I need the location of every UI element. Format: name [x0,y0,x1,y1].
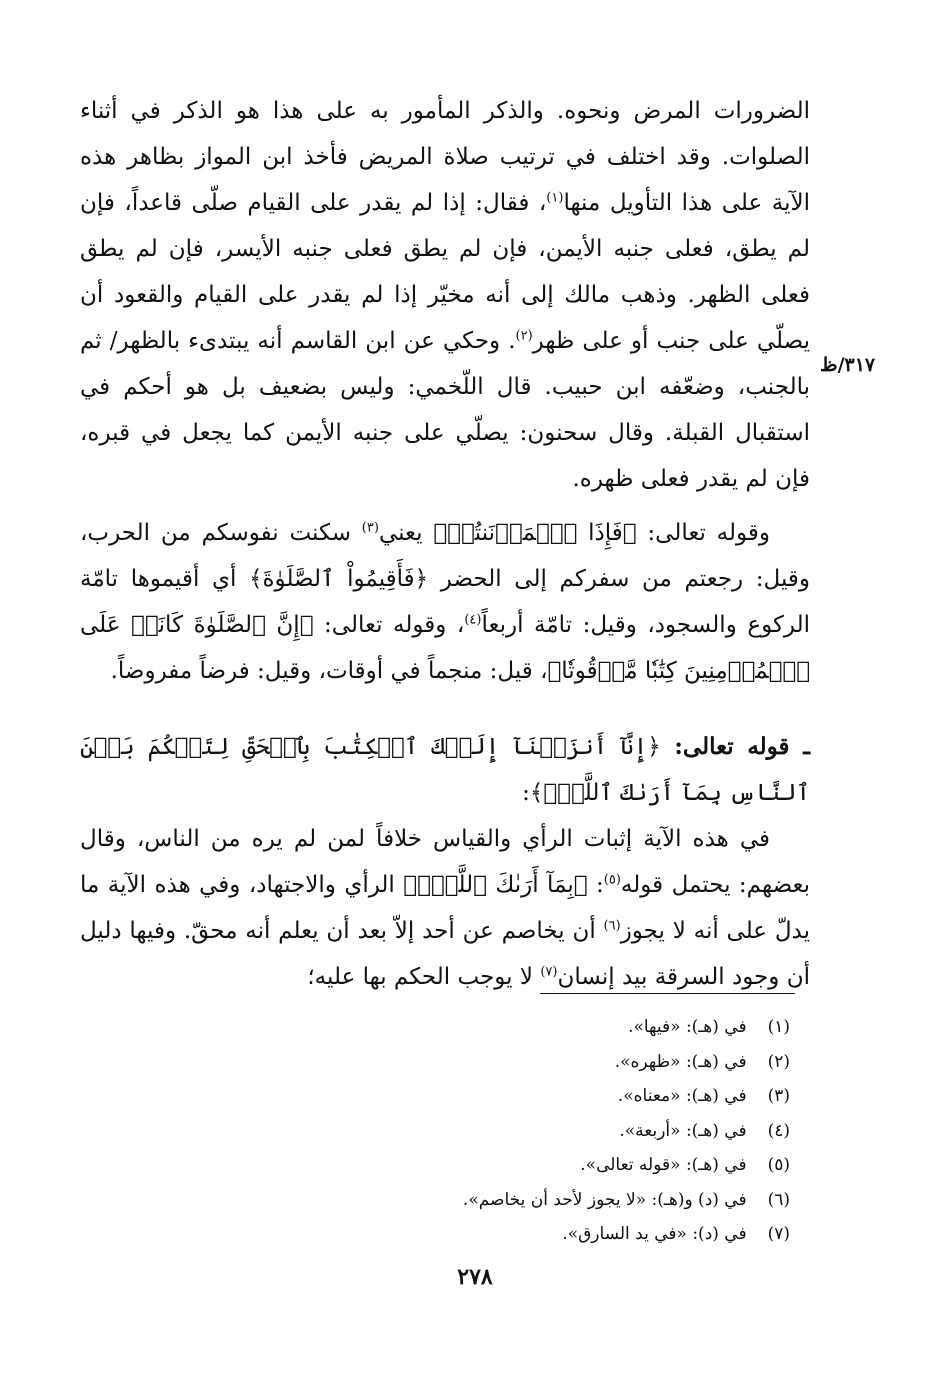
footnote-ref[interactable]: (١) [546,190,564,206]
quran-quote: ﴿إِنَّ ٱلصَّلَوٰةَ كَانَتۡ عَلَى ٱلۡمُؤۡمِنِينَ كِتَٰبٗا مَّوۡقُوتٗا﴾ [80,612,810,684]
footnotes-list [190,1010,790,1252]
footnote-text: في (هـ): «فيها». [628,1017,747,1037]
footnote-text: في (هـ): «قوله تعالى». [580,1155,747,1175]
paragraph-text: . وحكي عن ابن القاسم أنه يبتدىء بالظهر/ ثم بالجنب، وضعّفه ابن حبيب. قال اللّخمي: وليس بضعيف بل هو أحكم في استقبال القبلة. وقال سحنون: يصلّي على جنبه الأيمن كما يجعل في قبره، فإن لم يقدر فعلى ظهره. [80,328,810,492]
footnote-number: (٢) [767,1051,790,1072]
paragraph-text: الرأي والاجتهاد، وفي هذه الآية ما يدلّ على أنه لا يجوز [80,872,810,944]
footnote-text: في (هـ): «أربعة». [619,1120,747,1141]
footnote-text: في (د): «في يد السارق». [562,1224,747,1244]
paragraph-text: وقوله تعالى: [636,520,770,546]
paragraph-3 [80,816,810,1000]
heading-colon: : [522,780,530,806]
manuscript-folio-note: ٣١٧/ظ [820,354,876,376]
footnote-text: في (هـ): «معناه». [617,1086,747,1106]
footnote-ref[interactable]: (٢) [515,328,533,344]
footnote-ref[interactable]: (٧) [540,964,558,980]
footnote-item [190,1045,790,1080]
quran-quote: ﴿فَأَقِيمُواْ ٱلصَّلَوٰةَ﴾ [249,566,429,592]
quran-quote: ﴿بِمَآ أَرَىٰكَ ٱللَّهُۚ﴾ [403,872,588,898]
page-number: ٢٧٨ [457,1264,493,1290]
footnote-text: في (د) و(هـ): «لا يجوز لأحد أن يخاصم». [462,1189,747,1210]
paragraph-1 [80,88,810,502]
footnote-number: (٥) [767,1155,790,1175]
paragraph-text: في هذه الآية إثبات الرأي والقياس خلافاً لمن لم يره من الناس، وقال بعضهم: يحتمل قوله [80,826,811,898]
section-heading [80,724,810,816]
paragraph-text: أي أقيموها تامّة الركوع والسجود، وقيل: تامّة أربعاً [80,566,810,638]
paragraph-text: أن يخاصم عن أحد إلاّ بعد أن يعلم أنه محقّ. وفيها دليل أن وجود السرقة بيد إنسان [80,918,810,990]
footnote-item [190,1148,790,1183]
footnote-item [190,1183,790,1218]
quran-quote: ﴿إِنَّآ أَنزَلۡنَآ إِلَيۡكَ ٱلۡكِتَٰبَ بِٱلۡحَقِّ لِتَحۡكُمَ بَيۡنَ ٱلنَّاسِ بِمَآ أَرَىٰكَ ٱللَّهُۚ﴾ [80,734,810,806]
footnote-number: (٦) [767,1189,790,1210]
footnote-ref[interactable]: (٦) [603,918,621,934]
footnote-ref[interactable]: (٥) [603,872,621,888]
paragraph-text: ، قيل: منجماً في أوقات، وقيل: فرضاً مفروضاً. [110,658,548,684]
footnote-ref[interactable]: (٣) [361,520,379,536]
footnote-item [190,1217,790,1252]
paragraph-text: ، وقوله تعالى: [313,612,465,638]
paragraph-2 [80,510,810,694]
page-body [80,88,810,1000]
footnote-item [190,1114,790,1149]
footnote-number: (٣) [767,1086,790,1106]
paragraph-text: الضرورات المرض ونحوه. والذكر المأمور به على هذا هو الذكر في أثناء الصلوات. وقد اختلف في ترتيب صلاة المريض فأخذ ابن المواز بظاهر هذه الآية على هذا التأويل منها [80,98,810,216]
footnote-divider [540,993,795,994]
paragraph-text: لا يوجب الحكم بها عليه؛ [307,964,541,990]
footnote-number: (٧) [767,1224,790,1244]
quran-quote: ﴿فَإِذَا ٱطۡمَأۡنَنتُمۡ﴾ [433,520,637,546]
footnote-number: (١) [767,1017,790,1037]
footnote-number: (٤) [767,1120,790,1141]
footnote-item [190,1079,790,1114]
paragraph-text: سكنت نفوسكم من الحرب، وقيل: رجعتم من سفركم إلى الحضر [80,520,811,592]
paragraph-text: يعني [378,520,434,546]
footnote-item [190,1010,790,1045]
paragraph-text: : [587,872,604,898]
footnote-text: في (هـ): «ظهره». [614,1051,747,1072]
footnote-ref[interactable]: (٤) [464,612,482,628]
paragraph-text: ، فقال: إذا لم يقدر على القيام صلّى قاعداً، فإن لم يطق، فعلى جنبه الأيمن، فإن لم يطق فعلى جنبه الأيسر، فإن لم يطق فعلى الظهر. وذهب مالك إلى أنه مخيّر إذا لم يقدر على القيام والقعود أن يصلّي على جنب أو على ظهر [80,190,810,354]
heading-lead: ـ قوله تعالى: [660,733,810,760]
